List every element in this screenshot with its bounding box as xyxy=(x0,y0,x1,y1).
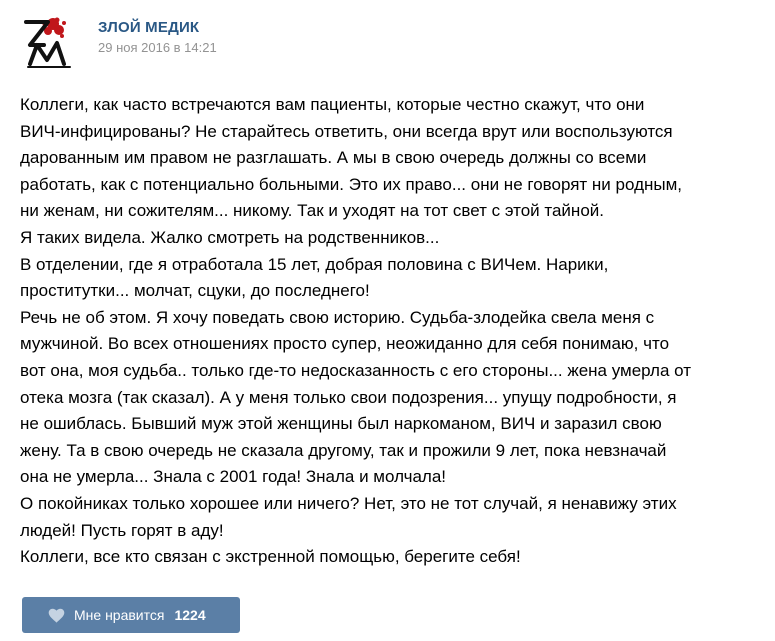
post-text-line: ни женам, ни сожителям... никому. Так и уходят на тот свет с этой тайной. xyxy=(20,201,604,221)
like-button[interactable] xyxy=(22,597,240,633)
like-count: 1224 xyxy=(174,607,206,623)
post-text-line: ВИЧ-инфицированы? Не старайтесь ответить, они всегда врут или воспользуются xyxy=(20,121,673,141)
heart-icon xyxy=(48,608,65,623)
post-date-link[interactable]: 29 ноя 2016 в 14:21 xyxy=(98,40,217,55)
post-text-line: людей! Пусть горят в аду! xyxy=(20,520,224,540)
zm-logo-icon xyxy=(20,14,76,70)
post-text-line: работать, как с потенциально больными. Это их право... они не говорят ни родным, xyxy=(20,174,683,194)
post-text-line: не ошиблась. Бывший муж этой женщины был наркоманом, ВИЧ и заразил свою xyxy=(20,414,662,434)
post-text-line: О покойниках только хорошее или ничего? Нет, это не тот случай, я ненавижу этих xyxy=(20,493,677,513)
avatar[interactable] xyxy=(20,14,76,70)
post-text-line: отека мозга (так сказал). А у меня только свои подозрения... упущу подробности, я xyxy=(20,387,677,407)
post-text-line: вот она, моя судьба.. только где-то недосказанность с его стороны... жена умерла от xyxy=(20,360,692,380)
post-text-line: она не умерла... Знала с 2001 года! Знала и молчала! xyxy=(20,467,447,487)
post-text-line: мужчиной. Во всех отношениях просто супер, неожиданно для себя понимаю, что xyxy=(20,334,670,354)
post-text xyxy=(20,92,760,571)
post-text-line: Коллеги, как часто встречаются вам пациенты, которые честно скажут, что они xyxy=(20,95,645,114)
post-text-line: дарованным им правом не разглашать. А мы в свою очередь должны со всеми xyxy=(20,148,647,168)
post-author-link[interactable]: ЗЛОЙ МЕДИК xyxy=(98,19,200,36)
post-text-line: Коллеги, все кто связан с экстренной помощью, берегите себя! xyxy=(20,547,521,567)
like-label: Мне нравится xyxy=(74,607,165,623)
post-text-line: Я таких видела. Жалко смотреть на родственников... xyxy=(20,227,440,247)
post-text-line: Речь не об этом. Я хочу поведать свою историю. Судьба-злодейка свела меня с xyxy=(20,307,655,327)
post-text-line: В отделении, где я отработала 15 лет, добрая половина с ВИЧем. Нарики, xyxy=(20,254,609,274)
post-text-line: проститутки... молчат, сцуки, до последнего! xyxy=(20,281,370,301)
post-text-line: жену. Та в свою очередь не сказала другому, так и прожили 9 лет, пока невзначай xyxy=(20,440,667,460)
